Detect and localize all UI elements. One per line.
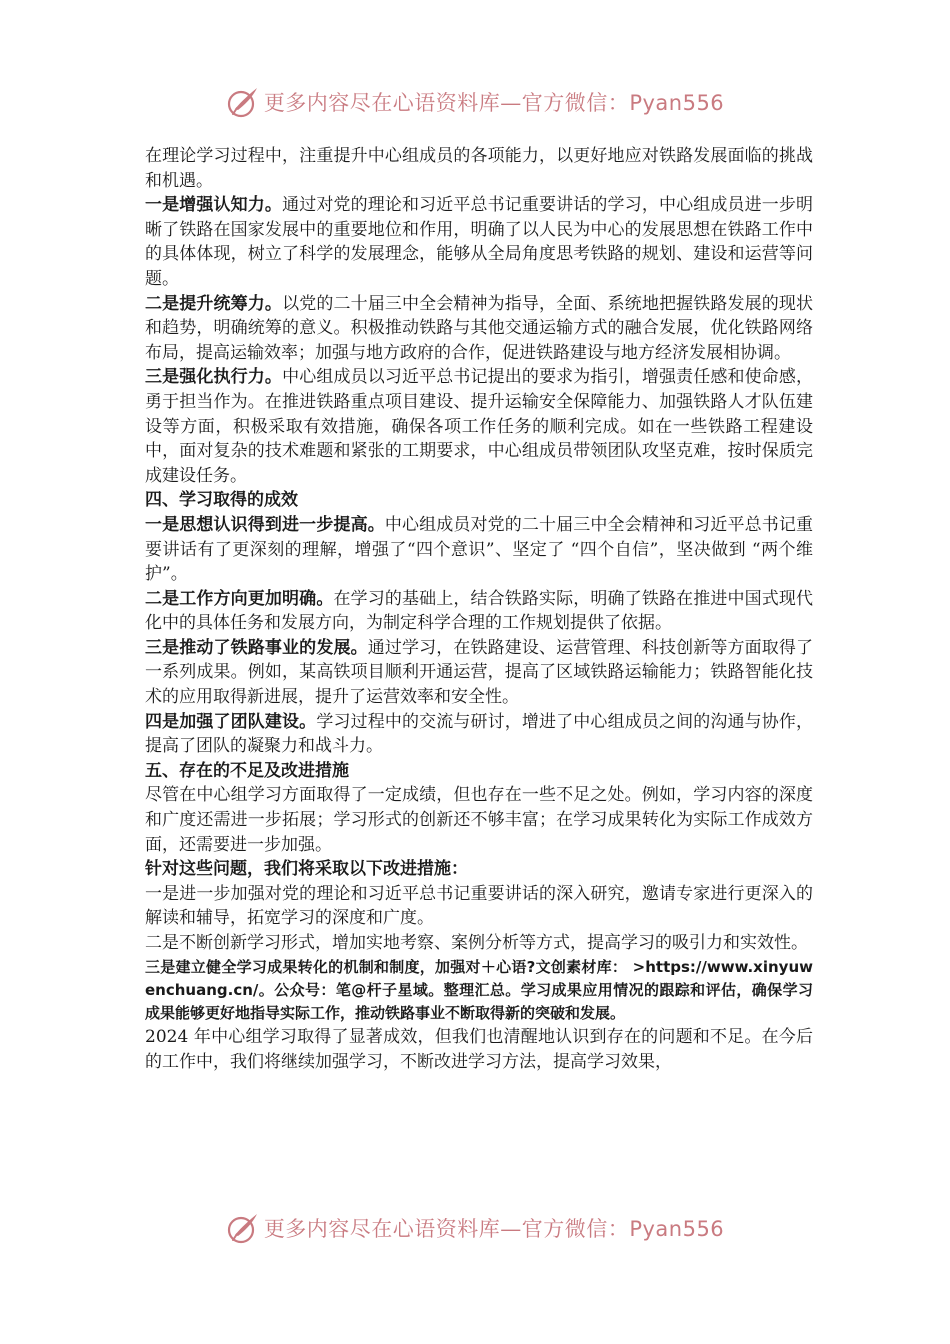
- paragraph: 2024 年中心组学习取得了显著成效，但我们也清醒地认识到存在的问题和不足。在今后的工作中，我们将继续加强学习，不断改进学习方法，提高学习效果，: [145, 1027, 813, 1072]
- paragraph: [145, 365, 813, 488]
- watermark-text: 更多内容尽在心语资料库—官方微信：Pyan556: [263, 1217, 725, 1241]
- watermark-text: 更多内容尽在心语资料库—官方微信：Pyan556: [263, 91, 725, 115]
- paragraph: [145, 587, 813, 636]
- paragraph: [145, 513, 813, 587]
- paragraph-body: 通过学习，在铁路建设、运营管理、科技创新等方面取得了一系列成果。例如，某高铁项目顺利开通运营，提高了区域铁路运输能力；铁路智能化技术的应用取得新进展，提升了运营效率和安全性。: [145, 637, 814, 708]
- section-heading: 四、学习取得的成效: [145, 490, 298, 511]
- watermark-handle: Pyan556: [629, 1217, 725, 1241]
- paragraph: 在理论学习过程中，注重提升中心组成员的各项能力，以更好地应对铁路发展面临的挑战和机遇。: [145, 146, 813, 191]
- paragraph-lead: 一是思想认识得到进一步提高。: [145, 514, 385, 535]
- measures-intro: 针对这些问题，我们将采取以下改进措施：: [145, 859, 468, 880]
- paragraph: 二是不断创新学习形式，增加实地考察、案例分析等方式，提高学习的吸引力和实效性。: [145, 933, 808, 953]
- paragraph-lead: 二是提升统筹力。: [145, 293, 283, 314]
- paragraph: 一是进一步加强对党的理论和习近平总书记重要讲话的深入研究，邀请专家进行更深入的解读和辅导，拓宽学习的深度和广度。: [145, 883, 813, 929]
- paragraph: [145, 292, 813, 366]
- paragraph-lead: 一是增强认知力。: [145, 195, 283, 216]
- paragraph-body: 中心组成员以习近平总书记提出的要求为指引，增强责任感和使命感，勇于担当作为。在推进铁路重点项目建设、提升运输安全保障能力、加强铁路人才队伍建设等方面，积极采取有效措施，确保各项工作任务的顺利完成。如在一些铁路工程建设中，面对复杂的技术难题和紧张的工期要求，中心组成员带领团队攻坚克难，按时保质完成建设任务。: [145, 367, 814, 486]
- quill-logo-icon: [226, 1211, 260, 1245]
- paragraph-body: 在学习的基础上，结合铁路实际，明确了铁路在推进中国式现代化中的具体任务和发展方向，为制定科学合理的工作规划提供了依据。: [145, 588, 814, 634]
- paragraph-lead: 四是加强了团队建设。: [145, 711, 317, 732]
- watermark-banner-bottom: [0, 1208, 950, 1248]
- paragraph: [145, 636, 813, 710]
- paragraph-body: 以党的二十届三中全会精神为指导，全面、系统地把握铁路发展的现状和趋势，明确统筹的意义。积极推动铁路与其他交通运输方式的融合发展，优化铁路网络布局，提高运输效率；加强与地方政府的合作，促进铁路建设与地方经济发展相协调。: [145, 293, 814, 363]
- paragraph-body: 中心组成员对党的二十届三中全会精神和习近平总书记重要讲话有了更深刻的理解，增强了“四个意识”、坚定了 “四个自信”，坚决做到 “两个维护”。: [145, 514, 814, 585]
- paragraph: [145, 193, 813, 291]
- paragraph-body: 通过对党的理论和习近平总书记重要讲话的学习，中心组成员进一步明晰了铁路在国家发展中的重要地位和作用，明确了以人民为中心的发展思想在铁路工作中的具体体现，树立了科学的发展理念，能够从全局角度思考铁路的规划、建设和运营等问题。: [145, 195, 814, 289]
- paragraph-lead: 三是推动了铁路事业的发展。: [145, 637, 368, 658]
- watermark-banner-top: [0, 82, 950, 122]
- paragraph: [145, 710, 813, 759]
- section-heading: 五、存在的不足及改进措施: [145, 760, 349, 781]
- paragraph-lead: 三是强化执行力。: [145, 367, 283, 388]
- document-body: [145, 144, 813, 1074]
- paragraph-body: 学习过程中的交流与研讨，增进了中心组成员之间的沟通与协作，提高了团队的凝聚力和战斗力。: [145, 711, 814, 757]
- paragraph: 尽管在中心组学习方面取得了一定成绩，但也存在一些不足之处。例如，学习内容的深度和广度还需进一步拓展；学习形式的创新还不够丰富；在学习成果转化为实际工作成效方面，还需要进一步加强。: [145, 785, 813, 855]
- paragraph-lead: 二是工作方向更加明确。: [145, 588, 334, 609]
- paragraph: 三是建立健全学习成果转化的机制和制度，加强对＋心语?文创素材库： >https://www.xinyuwenchuang.cn/。公众号：笔@杆子星域。整理汇总。学习成果应用情况的跟踪和评估，确保学习成果能够更好地指导实际工作，推动铁路事业不断取得新的突破和发展。: [145, 957, 813, 1022]
- watermark-handle: Pyan556: [629, 91, 725, 115]
- quill-logo-icon: [226, 85, 260, 119]
